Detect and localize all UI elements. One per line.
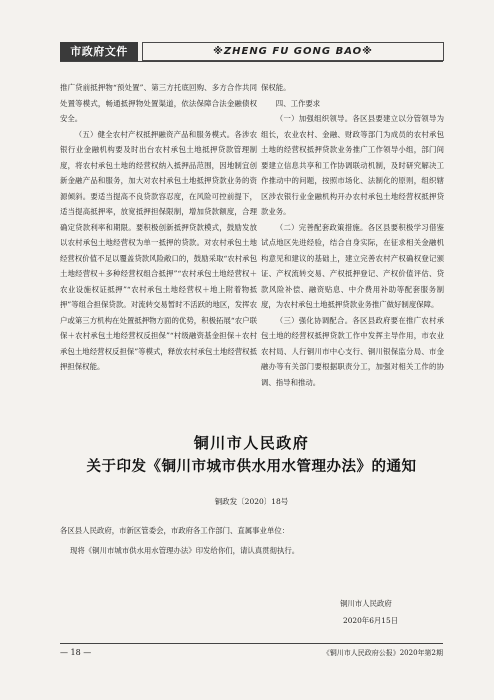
requirement-item-1-body: 各区县要建立以分管领导为组长，农业农村、金融、财政等部门为成员的农村承包土地的经营权抵押贷款业务推广工作领导小组，部门间要建立信息共享和工作协调联动机制，及时研究解决工作推动中的问题，按照市场化、法制化的原则，组织辖区涉农银行业金融机构开办农村承包土地经营权抵押贷款业务。: [261, 114, 444, 216]
notice-title-line-2: 关于印发《铜川市城市供水用水管理办法》的通知: [86, 458, 417, 475]
right-paragraph-tail: 保权能。: [261, 83, 291, 92]
right-column: [261, 80, 444, 390]
requirement-item-1-heading: （一）加强组织领导。: [275, 114, 353, 123]
footer-rule: [60, 643, 443, 644]
requirement-item-3: [261, 313, 444, 391]
left-paragraph-2-heading: （五）健全农村产权抵押融资产品和服务模式。: [74, 129, 235, 139]
requirement-item-2-heading: （二）完善配套政策措施。: [275, 222, 368, 232]
notice-addressee: 各区县人民政府，市新区管委会，市政府各工作部门、直属事业单位：: [60, 526, 290, 535]
section-heading: 四、工作要求: [275, 98, 321, 108]
notice-body: 现将《铜川市城市供水用水管理办法》印发给你们，请认真贯彻执行。: [70, 546, 300, 555]
requirement-item-2: [261, 220, 444, 313]
header-rule: [60, 61, 443, 62]
section-label: 市政府文件: [60, 42, 138, 61]
left-column: [60, 80, 257, 375]
signature-organization: 铜川市人民政府: [340, 599, 392, 608]
requirement-item-1: [261, 111, 444, 220]
requirement-item-2-body: 各区县要积极学习借鉴试点地区先进经验，结合自身实际，在征求相关金融机构意见和建议的基础上，建立完善农村产权确权登记颁证、产权流转交易、产权抵押登记、产权价值评估、贷款风险补偿、融资贴息、中介费用补助等配套服务制度，为农村承包土地抵押贷款业务推广做好制度保障。: [261, 222, 444, 309]
journal-name: ※ZHENG FU GONG BAO※: [142, 42, 444, 61]
left-paragraph-1: 推广贷前抵押物“预处置”、第三方托底回购、多方合作共同处置等模式，畅通抵押物处置渠道，依法保障合法金融债权安全。: [60, 83, 257, 123]
page-number: — 18 —: [60, 648, 92, 657]
left-paragraph-2: [60, 127, 257, 375]
publication-name: 《铜川市人民政府公报》2020年第2期: [322, 649, 443, 657]
left-paragraph-2-body: 各涉农银行业金融机构要及时出台农村承包土地抵押贷款管理制度，将农村承包土地的经营权纳入抵押品范围，因地制宜创新金融产品和服务，加大对农村承包土地抵押贷款业务的资源倾斜。要适当提高不良贷款容忍度，在风险可控前提下，适当提高抵押率，放宽抵押担保限制，增加贷款额度，合理确定贷款利率和期限。要积极创新抵押贷款模式，鼓励发放以农村承包土地经营权为单一抵押的贷款。对农村承包土地经营权价值不足以覆盖贷款风险敞口的，鼓励采取“农村承包土地经营权＋多种经营权组合抵押”“农村承包土地经营权＋农业设施权证抵押”“农村承包土地经营权＋地上附着物抵押”等组合担保贷款。对流转交易暂时不活跃的地区，发挥农户或第三方机构在处置抵押物方面的优势，积极拓展“农户联保＋农村承包土地经营权反担保”“村级融资基金担保＋农村承包土地经营权反担保”等模式，释放农村承包土地经营权抵押担保权能。: [60, 129, 257, 371]
requirement-item-3-heading: （三）强化协调配合。: [275, 315, 353, 325]
document-number: 铜政发〔2020〕18号: [214, 497, 289, 506]
notice-title-line-1: 铜川市人民政府: [193, 434, 310, 452]
requirement-item-3-body: 各区县政府要在推广农村承包土地的经营权抵押贷款工作中发挥主导作用，市农业农村局、人行铜川市中心支行、铜川银保监分局、市金融办等有关部门要根据职责分工，加强对相关工作的协调、指导和推动。: [261, 315, 444, 387]
signature-date: 2020年6月15日: [343, 616, 399, 625]
